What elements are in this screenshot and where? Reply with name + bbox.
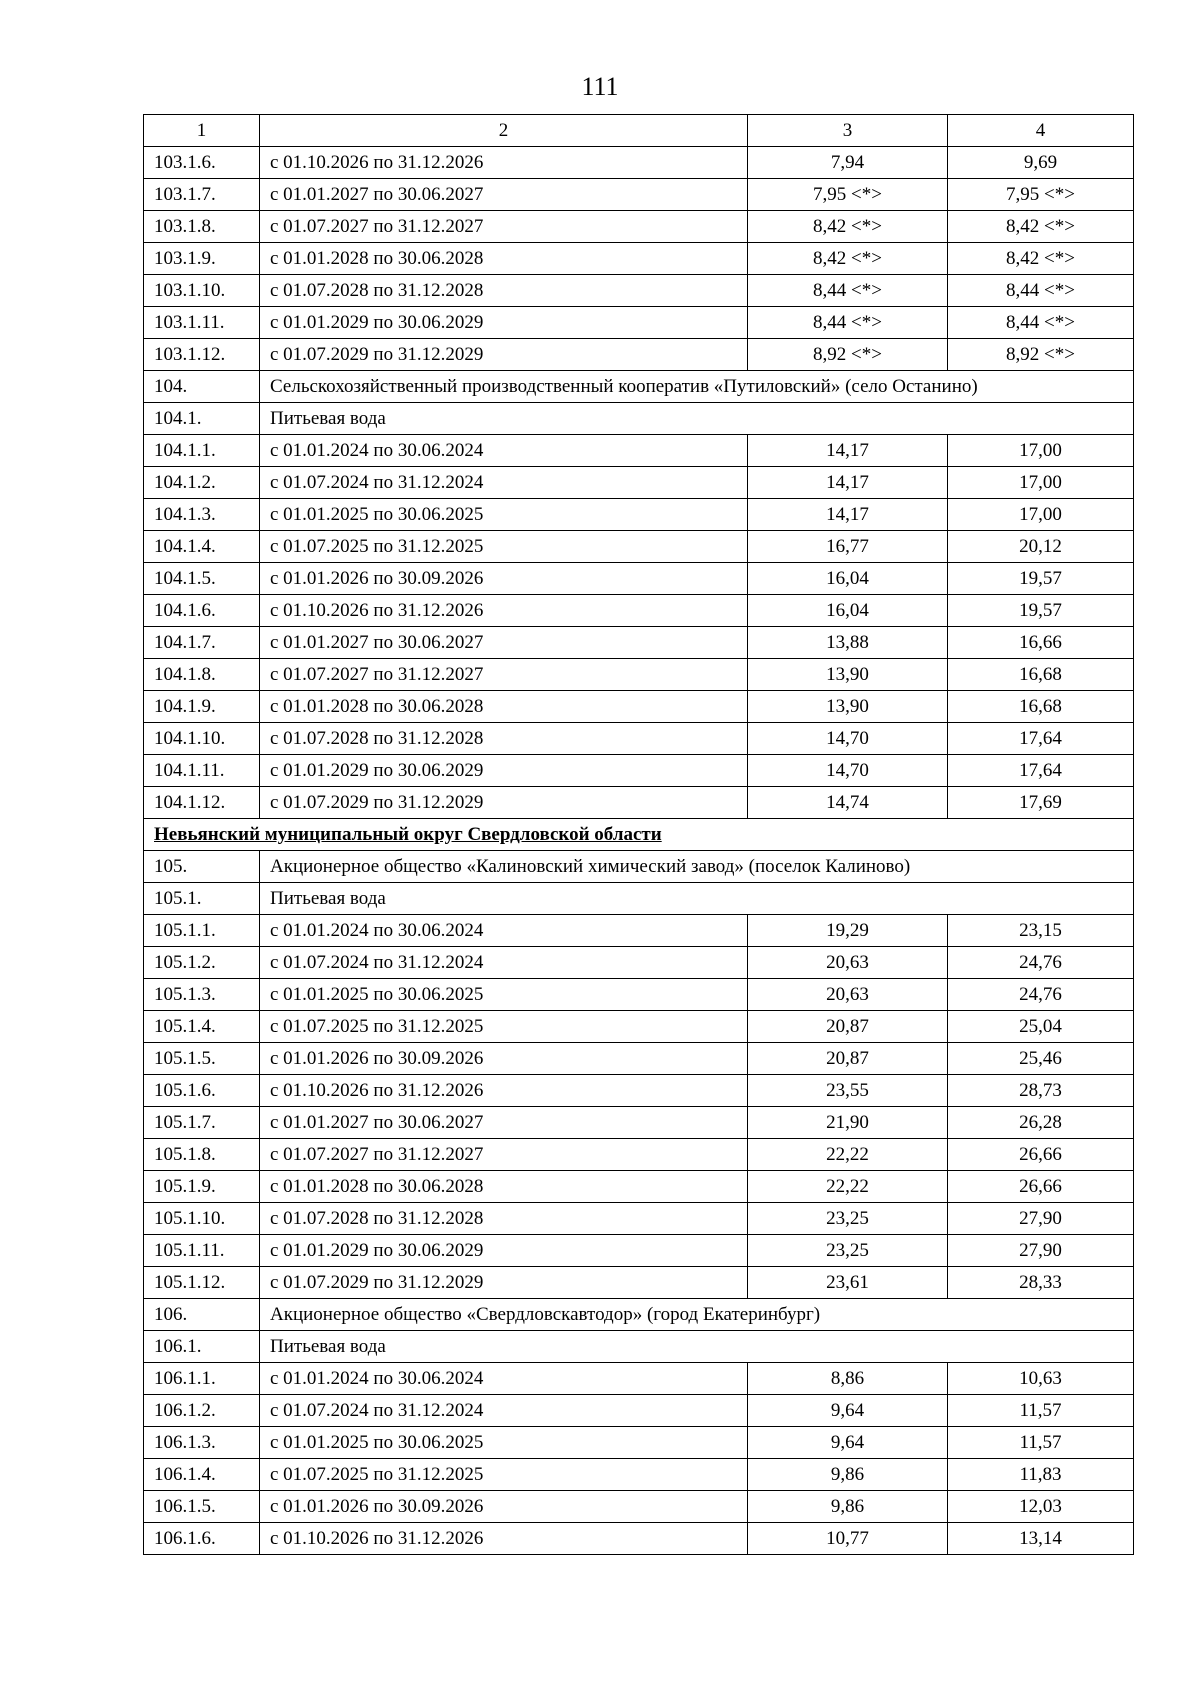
table-row: [144, 691, 1134, 723]
row-period: с 01.01.2026 по 30.09.2026: [260, 1043, 748, 1075]
table-row: [144, 339, 1134, 371]
row-value-col3: 22,22: [748, 1171, 948, 1203]
row-value-col4: 17,69: [948, 787, 1134, 819]
row-value-col3: 14,17: [748, 467, 948, 499]
row-code: 105.1.7.: [144, 1107, 260, 1139]
row-value-col3: 8,44 <*>: [748, 307, 948, 339]
table-row: [144, 1459, 1134, 1491]
row-code: 105.1.12.: [144, 1267, 260, 1299]
row-code: 103.1.7.: [144, 179, 260, 211]
row-value-col4: 26,28: [948, 1107, 1134, 1139]
district-row: [144, 819, 1134, 851]
row-period: с 01.01.2025 по 30.06.2025: [260, 499, 748, 531]
row-code: 105.1.4.: [144, 1011, 260, 1043]
page-number: 111: [581, 72, 619, 101]
section-code: 106.: [144, 1299, 260, 1331]
row-code: 103.1.9.: [144, 243, 260, 275]
row-value-col3: 14,17: [748, 435, 948, 467]
section-title: Питьевая вода: [260, 1331, 1134, 1363]
table-row: [144, 1075, 1134, 1107]
table-row: [144, 467, 1134, 499]
row-code: 104.1.4.: [144, 531, 260, 563]
row-period: с 01.07.2028 по 31.12.2028: [260, 723, 748, 755]
section-code: 106.1.: [144, 1331, 260, 1363]
row-value-col4: 28,33: [948, 1267, 1134, 1299]
row-code: 105.1.3.: [144, 979, 260, 1011]
table-row: [144, 915, 1134, 947]
row-value-col4: 8,92 <*>: [948, 339, 1134, 371]
row-code: 105.1.11.: [144, 1235, 260, 1267]
row-value-col3: 8,44 <*>: [748, 275, 948, 307]
table-row: [144, 787, 1134, 819]
row-period: с 01.10.2026 по 31.12.2026: [260, 1523, 748, 1555]
row-value-col3: 23,55: [748, 1075, 948, 1107]
row-value-col4: 11,57: [948, 1427, 1134, 1459]
row-code: 105.1.10.: [144, 1203, 260, 1235]
row-value-col4: 8,42 <*>: [948, 243, 1134, 275]
row-period: с 01.01.2024 по 30.06.2024: [260, 435, 748, 467]
row-code: 105.1.9.: [144, 1171, 260, 1203]
table-row: [144, 531, 1134, 563]
row-value-col3: 21,90: [748, 1107, 948, 1139]
row-period: с 01.01.2025 по 30.06.2025: [260, 979, 748, 1011]
table-row: [144, 1267, 1134, 1299]
row-period: с 01.01.2026 по 30.09.2026: [260, 563, 748, 595]
section-row: [144, 851, 1134, 883]
table-row: [144, 1523, 1134, 1555]
row-value-col3: 8,42 <*>: [748, 211, 948, 243]
table-row: [144, 1139, 1134, 1171]
table-row: [144, 1395, 1134, 1427]
tariff-table: [143, 114, 1134, 1555]
row-code: 106.1.2.: [144, 1395, 260, 1427]
row-value-col3: 7,95 <*>: [748, 179, 948, 211]
row-period: с 01.07.2024 по 31.12.2024: [260, 1395, 748, 1427]
row-value-col3: 8,92 <*>: [748, 339, 948, 371]
row-code: 106.1.6.: [144, 1523, 260, 1555]
row-code: 105.1.1.: [144, 915, 260, 947]
row-period: с 01.10.2026 по 31.12.2026: [260, 1075, 748, 1107]
row-value-col4: 25,46: [948, 1043, 1134, 1075]
row-code: 104.1.11.: [144, 755, 260, 787]
table-row: [144, 147, 1134, 179]
row-period: с 01.01.2029 по 30.06.2029: [260, 1235, 748, 1267]
row-code: 104.1.7.: [144, 627, 260, 659]
row-period: с 01.10.2026 по 31.12.2026: [260, 147, 748, 179]
row-period: с 01.07.2025 по 31.12.2025: [260, 1459, 748, 1491]
row-code: 105.1.2.: [144, 947, 260, 979]
row-value-col3: 20,63: [748, 947, 948, 979]
table-row: [144, 1235, 1134, 1267]
row-value-col3: 23,61: [748, 1267, 948, 1299]
row-period: с 01.07.2028 по 31.12.2028: [260, 275, 748, 307]
row-value-col3: 14,74: [748, 787, 948, 819]
row-value-col4: 23,15: [948, 915, 1134, 947]
row-value-col4: 27,90: [948, 1235, 1134, 1267]
table-row: [144, 435, 1134, 467]
row-value-col3: 19,29: [748, 915, 948, 947]
row-period: с 01.07.2025 по 31.12.2025: [260, 531, 748, 563]
column-header-4: 4: [948, 115, 1134, 147]
row-value-col4: 7,95 <*>: [948, 179, 1134, 211]
table-row: [144, 627, 1134, 659]
row-value-col3: 14,17: [748, 499, 948, 531]
row-period: с 01.07.2025 по 31.12.2025: [260, 1011, 748, 1043]
row-code: 104.1.8.: [144, 659, 260, 691]
row-value-col3: 8,42 <*>: [748, 243, 948, 275]
row-value-col3: 22,22: [748, 1139, 948, 1171]
section-title: Акционерное общество «Свердловскавтодор» (город Екатеринбург): [260, 1299, 1134, 1331]
row-period: с 01.07.2027 по 31.12.2027: [260, 211, 748, 243]
row-value-col4: 9,69: [948, 147, 1134, 179]
row-code: 103.1.11.: [144, 307, 260, 339]
column-header-3: 3: [748, 115, 948, 147]
row-code: 104.1.1.: [144, 435, 260, 467]
row-value-col4: 19,57: [948, 563, 1134, 595]
row-period: с 01.01.2024 по 30.06.2024: [260, 915, 748, 947]
section-title: Питьевая вода: [260, 883, 1134, 915]
section-code: 104.1.: [144, 403, 260, 435]
row-code: 105.1.6.: [144, 1075, 260, 1107]
table-row: [144, 947, 1134, 979]
row-value-col3: 8,86: [748, 1363, 948, 1395]
row-period: с 01.01.2028 по 30.06.2028: [260, 1171, 748, 1203]
row-value-col4: 20,12: [948, 531, 1134, 563]
row-value-col3: 13,90: [748, 659, 948, 691]
section-row: [144, 1331, 1134, 1363]
table-row: [144, 275, 1134, 307]
table-row: [144, 1203, 1134, 1235]
row-period: с 01.07.2029 по 31.12.2029: [260, 787, 748, 819]
row-value-col4: 26,66: [948, 1139, 1134, 1171]
row-code: 104.1.10.: [144, 723, 260, 755]
section-title: Питьевая вода: [260, 403, 1134, 435]
row-code: 106.1.4.: [144, 1459, 260, 1491]
row-value-col4: 8,42 <*>: [948, 211, 1134, 243]
row-period: с 01.01.2028 по 30.06.2028: [260, 243, 748, 275]
row-code: 104.1.5.: [144, 563, 260, 595]
section-title: Акционерное общество «Калиновский химический завод» (поселок Калиново): [260, 851, 1134, 883]
row-code: 103.1.12.: [144, 339, 260, 371]
row-value-col3: 20,87: [748, 1043, 948, 1075]
row-period: с 01.01.2028 по 30.06.2028: [260, 691, 748, 723]
row-code: 103.1.6.: [144, 147, 260, 179]
row-value-col3: 13,90: [748, 691, 948, 723]
table-row: [144, 243, 1134, 275]
table-row: [144, 307, 1134, 339]
row-period: с 01.01.2024 по 30.06.2024: [260, 1363, 748, 1395]
row-value-col4: 28,73: [948, 1075, 1134, 1107]
row-value-col3: 13,88: [748, 627, 948, 659]
table-row: [144, 563, 1134, 595]
row-value-col4: 17,00: [948, 467, 1134, 499]
section-title: Сельскохозяйственный производственный кооператив «Путиловский» (село Останино): [260, 371, 1134, 403]
row-period: с 01.07.2024 по 31.12.2024: [260, 467, 748, 499]
row-value-col3: 10,77: [748, 1523, 948, 1555]
row-value-col3: 7,94: [748, 147, 948, 179]
row-value-col3: 9,86: [748, 1491, 948, 1523]
row-value-col3: 20,87: [748, 1011, 948, 1043]
table-row: [144, 659, 1134, 691]
row-value-col4: 19,57: [948, 595, 1134, 627]
table-row: [144, 1107, 1134, 1139]
row-code: 105.1.8.: [144, 1139, 260, 1171]
row-value-col4: 27,90: [948, 1203, 1134, 1235]
row-value-col4: 8,44 <*>: [948, 307, 1134, 339]
row-period: с 01.01.2027 по 30.06.2027: [260, 1107, 748, 1139]
row-value-col4: 13,14: [948, 1523, 1134, 1555]
table-row: [144, 1363, 1134, 1395]
row-code: 104.1.12.: [144, 787, 260, 819]
section-row: [144, 1299, 1134, 1331]
row-code: 106.1.3.: [144, 1427, 260, 1459]
district-title: Невьянский муниципальный округ Свердловской области: [144, 819, 1134, 851]
row-value-col3: 9,86: [748, 1459, 948, 1491]
row-period: с 01.01.2027 по 30.06.2027: [260, 179, 748, 211]
row-value-col4: 11,83: [948, 1459, 1134, 1491]
section-row: [144, 883, 1134, 915]
row-value-col3: 14,70: [748, 723, 948, 755]
table-row: [144, 755, 1134, 787]
column-header-row: [144, 115, 1134, 147]
row-value-col4: 24,76: [948, 947, 1134, 979]
table-row: [144, 1043, 1134, 1075]
row-value-col4: 12,03: [948, 1491, 1134, 1523]
row-value-col3: 16,77: [748, 531, 948, 563]
row-period: с 01.10.2026 по 31.12.2026: [260, 595, 748, 627]
section-row: [144, 403, 1134, 435]
row-value-col3: 23,25: [748, 1203, 948, 1235]
row-value-col4: 25,04: [948, 1011, 1134, 1043]
row-value-col3: 16,04: [748, 595, 948, 627]
row-value-col4: 26,66: [948, 1171, 1134, 1203]
row-code: 104.1.9.: [144, 691, 260, 723]
table-row: [144, 979, 1134, 1011]
row-period: с 01.07.2029 по 31.12.2029: [260, 339, 748, 371]
row-period: с 01.01.2027 по 30.06.2027: [260, 627, 748, 659]
row-code: 104.1.2.: [144, 467, 260, 499]
row-value-col4: 17,00: [948, 435, 1134, 467]
table-row: [144, 1011, 1134, 1043]
row-value-col3: 9,64: [748, 1395, 948, 1427]
row-code: 104.1.3.: [144, 499, 260, 531]
row-period: с 01.07.2024 по 31.12.2024: [260, 947, 748, 979]
table-row: [144, 211, 1134, 243]
row-value-col3: 14,70: [748, 755, 948, 787]
row-value-col3: 16,04: [748, 563, 948, 595]
row-value-col4: 24,76: [948, 979, 1134, 1011]
row-code: 105.1.5.: [144, 1043, 260, 1075]
row-value-col4: 16,68: [948, 659, 1134, 691]
table-row: [144, 499, 1134, 531]
row-value-col3: 9,64: [748, 1427, 948, 1459]
row-period: с 01.07.2028 по 31.12.2028: [260, 1203, 748, 1235]
section-code: 105.1.: [144, 883, 260, 915]
row-value-col4: 16,68: [948, 691, 1134, 723]
section-row: [144, 371, 1134, 403]
row-value-col4: 17,64: [948, 723, 1134, 755]
row-value-col4: 17,00: [948, 499, 1134, 531]
table-row: [144, 1171, 1134, 1203]
column-header-1: 1: [144, 115, 260, 147]
row-value-col4: 17,64: [948, 755, 1134, 787]
row-code: 104.1.6.: [144, 595, 260, 627]
row-code: 106.1.5.: [144, 1491, 260, 1523]
row-period: с 01.07.2029 по 31.12.2029: [260, 1267, 748, 1299]
table-row: [144, 723, 1134, 755]
row-period: с 01.01.2029 по 30.06.2029: [260, 307, 748, 339]
row-value-col4: 10,63: [948, 1363, 1134, 1395]
table-row: [144, 595, 1134, 627]
row-value-col4: 8,44 <*>: [948, 275, 1134, 307]
table-row: [144, 1491, 1134, 1523]
section-code: 105.: [144, 851, 260, 883]
row-code: 106.1.1.: [144, 1363, 260, 1395]
row-period: с 01.01.2026 по 30.09.2026: [260, 1491, 748, 1523]
column-header-2: 2: [260, 115, 748, 147]
row-code: 103.1.8.: [144, 211, 260, 243]
row-period: с 01.07.2027 по 31.12.2027: [260, 659, 748, 691]
row-period: с 01.01.2029 по 30.06.2029: [260, 755, 748, 787]
row-value-col3: 23,25: [748, 1235, 948, 1267]
row-value-col3: 20,63: [748, 979, 948, 1011]
row-code: 103.1.10.: [144, 275, 260, 307]
row-value-col4: 16,66: [948, 627, 1134, 659]
table-row: [144, 179, 1134, 211]
table-row: [144, 1427, 1134, 1459]
row-value-col4: 11,57: [948, 1395, 1134, 1427]
row-period: с 01.01.2025 по 30.06.2025: [260, 1427, 748, 1459]
section-code: 104.: [144, 371, 260, 403]
row-period: с 01.07.2027 по 31.12.2027: [260, 1139, 748, 1171]
